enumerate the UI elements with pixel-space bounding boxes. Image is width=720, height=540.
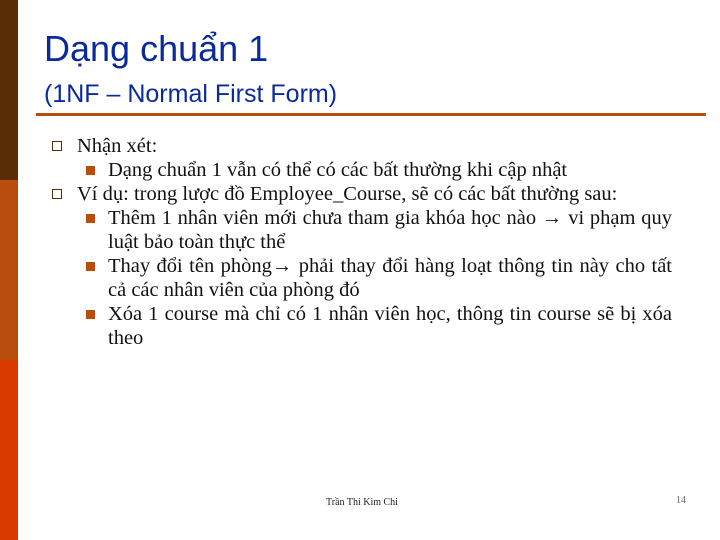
left-bar-segment-middle: [0, 180, 18, 360]
bullet-text: Nhận xét:: [77, 135, 158, 157]
slide-title: Dạng chuẩn 1: [44, 28, 269, 69]
footer-author: Trần Thi Kim Chi: [326, 497, 398, 508]
solid-square-bullet-icon: [86, 166, 95, 175]
left-bar-segment-bottom: [0, 360, 18, 540]
slide-content: [52, 134, 672, 350]
bullet-text: Ví dụ: trong lược đồ Employee_Course, sẽ có các bất thường sau:: [77, 183, 618, 205]
sub-bullet-item: [52, 302, 672, 350]
sub-bullet-text: Dạng chuẩn 1 vẫn có thể có các bất thường khi cập nhật: [108, 159, 568, 181]
sub-bullet-item: [52, 254, 672, 302]
left-decor-bar: [0, 0, 18, 540]
sub-bullet-text: Xóa 1 course mà chỉ có 1 nhân viên học, thông tin course sẽ bị xóa theo: [108, 303, 672, 349]
sub-bullet-text: Thay đổi tên phòng→ phải thay đổi hàng loạt thông tin này cho tất cả các nhân viên của phòng đó: [108, 255, 672, 301]
solid-square-bullet-icon: [86, 262, 95, 271]
hollow-square-bullet-icon: [52, 141, 62, 151]
slide-subtitle: (1NF – Normal First Form): [44, 80, 338, 108]
solid-square-bullet-icon: [86, 310, 95, 319]
left-bar-segment-top: [0, 0, 18, 180]
title-divider: [36, 113, 706, 116]
bullet-item: [52, 134, 672, 158]
sub-bullet-item: [52, 158, 672, 182]
hollow-square-bullet-icon: [52, 189, 62, 199]
bullet-item: [52, 182, 672, 206]
solid-square-bullet-icon: [86, 214, 95, 223]
page-number: 14: [676, 495, 686, 506]
sub-bullet-item: [52, 206, 672, 254]
sub-bullet-text: Thêm 1 nhân viên mới chưa tham gia khóa học nào → vi phạm quy luật bảo toàn thực thể: [108, 207, 672, 253]
